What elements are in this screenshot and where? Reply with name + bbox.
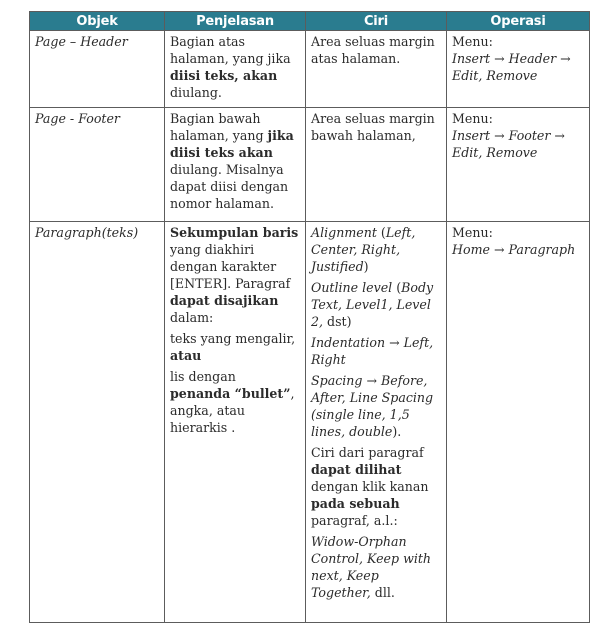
bold-fragment: pada sebuah [311,496,400,511]
cell-ciri [306,222,447,623]
paragraph [311,444,441,529]
text-fragment: ( [376,225,386,240]
header-row [30,12,590,31]
text-fragment: Bagian atas halaman, yang jika [170,34,291,66]
italic-fragment: Widow-Orphan Control, Keep with next, Keep Together, [311,534,432,600]
text-fragment: diulang. Misalnya dapat diisi dengan nomor halaman. [170,162,289,211]
menu-path: Insert → Footer → Edit, Remove [452,128,565,160]
cell-penjelasan [165,108,306,222]
paragraph [311,533,441,601]
italic-fragment: Indentation → Left, Right [311,335,434,367]
text-fragment: lis dengan [170,369,236,384]
text-fragment: teks yang mengalir, [170,331,296,346]
text-fragment: ). [392,424,402,439]
text-fragment: ) [363,259,369,274]
table-row [30,108,590,222]
text-fragment: dengan klik kanan [311,479,429,494]
header-penjelasan: Penjelasan [165,12,306,31]
table-row [30,31,590,108]
paragraph [170,224,300,326]
italic-fragment: Spacing → Before, After, Line Spacing (single line, 1,5 lines, double [311,373,434,439]
text-fragment: paragraf, a.l.: [311,513,398,528]
text-fragment: dalam: [170,310,214,325]
menu-label: Menu: [452,111,493,126]
bold-fragment: Sekumpulan baris [170,225,299,240]
paragraph [170,368,300,436]
header-objek: Objek [30,12,165,31]
object-table [29,11,590,623]
text-fragment: , angka, atau hierarkis . [170,386,295,435]
bold-fragment: atau [170,348,202,363]
bold-fragment: diisi teks, akan [170,68,278,83]
paragraph [170,330,300,364]
paragraph [311,334,441,368]
paragraph [311,279,441,330]
text-fragment: Bagian bawah halaman, yang [170,111,268,143]
text-fragment: yang diakhiri dengan karakter [ENTER]. Paragraf [170,242,291,291]
cell-operasi [447,31,590,108]
header-operasi: Operasi [447,12,590,31]
cell-penjelasan [165,31,306,108]
cell-objek: Page - Footer [30,108,165,222]
bold-fragment: dapat disajikan [170,293,279,308]
italic-fragment: Outline level [311,280,393,295]
header-ciri: Ciri [306,12,447,31]
bold-fragment: jika diisi teks akan [170,128,294,160]
italic-fragment: Left, Center, Right, Justified [311,225,416,274]
cell-ciri: Area seluas margin bawah halaman, [306,108,447,222]
text-fragment: dll. [370,585,395,600]
text-fragment: diulang. [170,85,222,100]
bold-fragment: dapat dilihat [311,462,402,477]
menu-path: Home → Paragraph [452,242,576,257]
italic-fragment: Alignment [311,225,377,240]
table-row [30,222,590,623]
paragraph [311,372,441,440]
cell-penjelasan [165,222,306,623]
text-fragment: Ciri dari paragraf [311,445,424,460]
text-fragment: dst) [323,314,352,329]
menu-label: Menu: [452,225,493,240]
cell-operasi [447,108,590,222]
text-fragment: ( [392,280,402,295]
menu-label: Menu: [452,34,493,49]
cell-operasi [447,222,590,623]
italic-fragment: Body Text, Level1, Level 2, [311,280,434,329]
cell-objek: Paragraph(teks) [30,222,165,623]
menu-path: Insert → Header → Edit, Remove [452,51,571,83]
bold-fragment: penanda “bullet” [170,386,291,401]
cell-ciri: Area seluas margin atas halaman. [306,31,447,108]
paragraph [311,224,441,275]
cell-objek: Page – Header [30,31,165,108]
